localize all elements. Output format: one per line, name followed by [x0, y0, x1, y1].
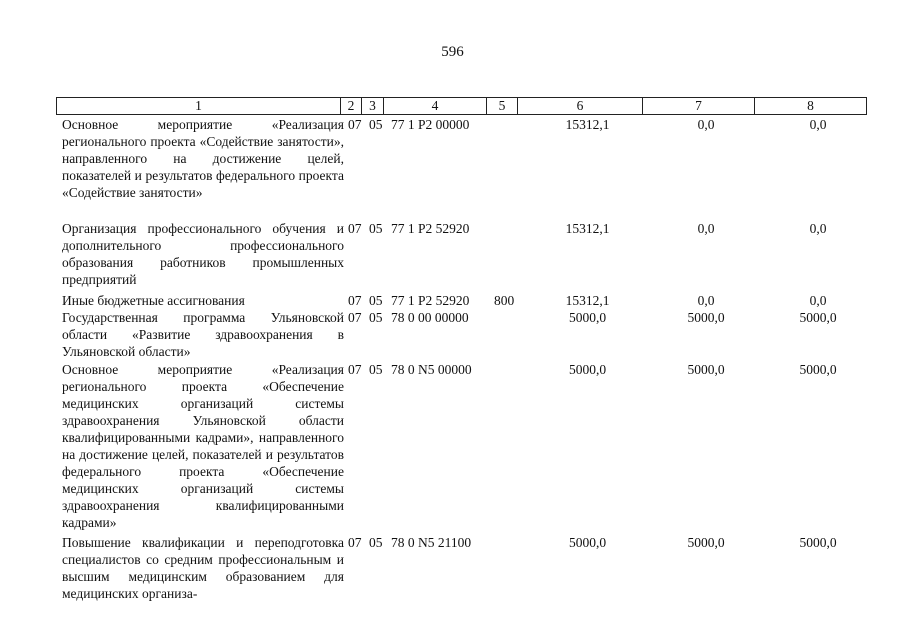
table-row — [56, 292, 874, 309]
row-amount-3: 5000,0 — [799, 310, 837, 325]
header-col-8: 8 — [755, 98, 867, 115]
row-amount-2: 0,0 — [697, 293, 715, 308]
row-target-code: 78 0 N5 21100 — [391, 535, 472, 550]
row-amount-3: 5000,0 — [799, 362, 837, 377]
row-section: 07 — [348, 117, 362, 132]
row-subsection: 05 — [369, 310, 383, 325]
header-col-2: 2 — [341, 98, 362, 115]
row-section: 07 — [348, 535, 362, 550]
row-target-code: 78 0 00 00000 — [391, 310, 469, 325]
row-section: 07 — [348, 310, 362, 325]
header-col-1: 1 — [57, 98, 341, 115]
row-section: 07 — [348, 362, 362, 377]
row-amount-3: 0,0 — [809, 221, 827, 236]
row-target-code: 77 1 P2 00000 — [391, 117, 470, 132]
row-name: Государственная программа Ульяновской области «Развитие здравоохранения в Ульяновской области» — [62, 310, 344, 359]
row-amount-2: 0,0 — [697, 117, 715, 132]
row-target-code: 78 0 N5 00000 — [391, 362, 472, 377]
row-subsection: 05 — [369, 293, 383, 308]
row-amount-2: 5000,0 — [687, 535, 725, 550]
row-target-code: 77 1 P2 52920 — [391, 221, 470, 236]
row-subsection: 05 — [369, 117, 383, 132]
row-amount-2: 5000,0 — [687, 362, 725, 377]
row-amount-1: 5000,0 — [568, 535, 607, 550]
row-section: 07 — [348, 221, 362, 236]
row-amount-3: 0,0 — [809, 117, 827, 132]
row-expense-type — [494, 309, 525, 361]
row-expense-type — [494, 361, 525, 534]
row-amount-1: 5000,0 — [568, 362, 607, 377]
row-expense-type: 800 — [494, 293, 515, 308]
header-col-5: 5 — [487, 98, 518, 115]
table-row — [56, 220, 874, 292]
row-amount-3: 0,0 — [809, 293, 827, 308]
row-subsection: 05 — [369, 535, 383, 550]
row-subsection: 05 — [369, 362, 383, 377]
row-amount-1: 15312,1 — [565, 293, 610, 308]
table-row — [56, 116, 874, 220]
row-amount-1: 15312,1 — [565, 221, 610, 236]
table-row — [56, 361, 874, 534]
row-amount-2: 0,0 — [697, 221, 715, 236]
row-expense-type — [494, 220, 525, 292]
header-col-6: 6 — [518, 98, 643, 115]
budget-table — [56, 116, 874, 602]
row-subsection: 05 — [369, 221, 383, 236]
header-row — [57, 98, 867, 115]
row-name: Повышение квалификации и переподготовка специалистов со средним профессиональным и высшим медицинским образованием для медицинских организа- — [62, 535, 344, 601]
row-name: Основное мероприятие «Реализация регионального проекта «Содействие занятости», направленного на достижение целей, показателей и результатов федерального проекта «Содействие занятости» — [62, 117, 344, 200]
row-amount-1: 5000,0 — [568, 310, 607, 325]
header-col-7: 7 — [643, 98, 755, 115]
table-row — [56, 309, 874, 361]
row-amount-2: 5000,0 — [687, 310, 725, 325]
row-name: Организация профессионального обучения и дополнительного профессионального образования работников промышленных предприятий — [62, 221, 344, 287]
row-name: Иные бюджетные ассигнования — [62, 293, 245, 308]
page-number: 596 — [441, 44, 464, 60]
row-expense-type — [494, 116, 525, 220]
row-target-code: 77 1 P2 52920 — [391, 293, 470, 308]
header-col-4: 4 — [384, 98, 487, 115]
table-row — [56, 534, 874, 602]
row-amount-1: 15312,1 — [565, 117, 610, 132]
row-expense-type — [494, 534, 525, 602]
row-amount-3: 5000,0 — [799, 535, 837, 550]
row-section: 07 — [348, 293, 362, 308]
header-col-3: 3 — [362, 98, 384, 115]
row-name: Основное мероприятие «Реализация регионального проекта «Обеспечение медицинских организаций системы здравоохранения Ульяновской области квалифицированными кадрами», направленного на достижение целей, показателей и результатов федерального проекта «Обеспечение медицинских организаций системы здравоохранения квалифицированными кадрами» — [62, 362, 344, 530]
table-header — [56, 97, 867, 115]
